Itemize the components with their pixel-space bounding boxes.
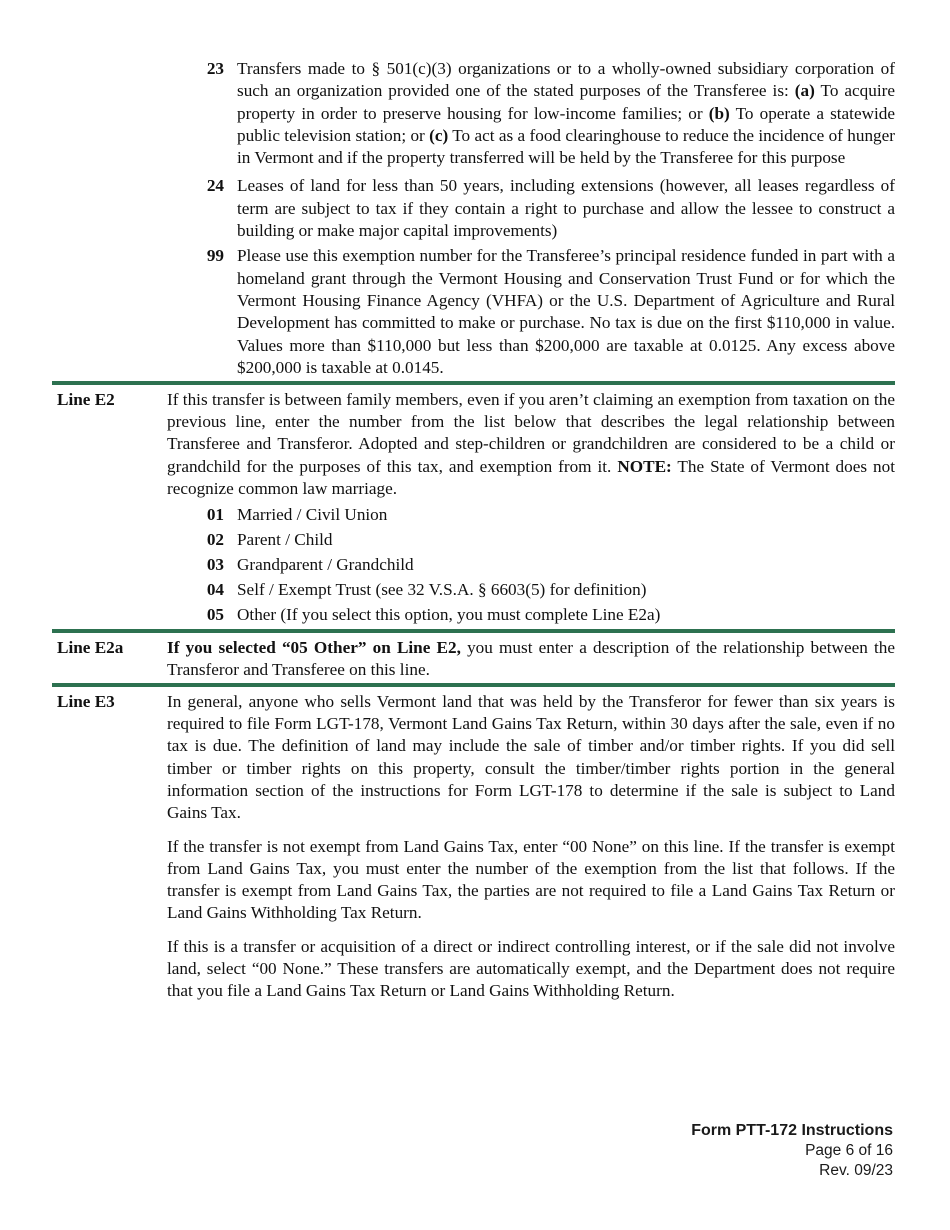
paragraph: If you selected “05 Other” on Line E2, you must enter a description of the relationship between the Transferor and Transferee on this line. <box>167 637 895 679</box>
line-label: Line E2a <box>57 637 124 657</box>
relationship-text: Other (If you select this option, you must complete Line E2a) <box>237 605 661 625</box>
exemption-text: Transfers made to § 501(c)(3) organizations or to a wholly-owned subsidiary corporation of such an organization provided one of the stated purposes of the Transferee is: (a) To acquire property in order to preserve housing for low-income families; or (b) To operate a statewide public television station; or (c) To act as a food clearinghouse to reduce the incidence of hunger in Vermont and if the property transferred will be held by the Transferee for this purpose <box>237 59 895 168</box>
section-divider <box>52 381 895 385</box>
footer-page-number: Page 6 of 16 <box>805 1142 893 1159</box>
paragraph: If this is a transfer or acquisition of a direct or indirect controlling interest, or if the sale did not involve land, select “00 None.” These transfers are automatically exempt, and the Department does not require that you file a Land Gains Tax Return or Land Gains Withholding Return. <box>167 936 895 1001</box>
relationship-number: 02 <box>206 530 224 550</box>
relationship-text: Married / Civil Union <box>237 505 388 525</box>
relationship-list <box>167 502 895 627</box>
list-item <box>167 602 895 627</box>
section-divider <box>52 629 895 633</box>
footer-revision: Rev. 09/23 <box>819 1162 893 1179</box>
relationship-number: 03 <box>206 555 224 575</box>
relationship-number: 05 <box>206 605 224 625</box>
footer-form-name: Form PTT-172 Instructions <box>691 1122 893 1139</box>
exemption-text: Please use this exemption number for the Transferee’s principal residence funded in part with a homeland grant through the Vermont Housing and Conservation Trust Fund or for which the Vermont Housing Finance Agency (VHFA) or the U.S. Department of Agriculture and Rural Development has committed to make or purchase. No tax is due on the first $110,000 in value. Values more than $110,000 but less than $200,000 are taxable at 0.0125. Any excess above $200,000 is taxable at 0.0145. <box>237 246 895 377</box>
section-body <box>167 691 895 1003</box>
list-item <box>167 552 895 577</box>
list-item <box>167 527 895 552</box>
paragraph: If this transfer is between family members, even if you aren’t claiming an exemption from taxation on the previous line, enter the number from the list below that describes the legal relationship between Transferee and Transferor. Adopted and step-children or grandchildren are considered to be a child or grandchild for the purposes of this tax, and exemption from it. NOTE: The State of Vermont does not recognize common law marriage. <box>167 389 895 498</box>
section-divider <box>52 683 895 687</box>
relationship-text: Self / Exempt Trust (see 32 V.S.A. § 6603(5) for definition) <box>237 580 647 600</box>
list-item <box>167 502 895 527</box>
relationship-text: Parent / Child <box>237 530 333 550</box>
list-item <box>167 577 895 602</box>
page-content <box>52 58 895 1003</box>
exemption-number: 99 <box>206 246 224 266</box>
relationship-number: 04 <box>206 580 224 600</box>
relationship-number: 01 <box>206 505 224 525</box>
line-label: Line E2 <box>57 389 115 409</box>
section-line-e2a <box>52 637 895 682</box>
paragraph: If the transfer is not exempt from Land Gains Tax, enter “00 None” on this line. If the transfer is exempt from Land Gains Tax, you must enter the number of the exemption from the list that follows. If the transfer is exempt from Land Gains Tax, the parties are not required to file a Land Gains Tax Return or Land Gains Withholding Tax Return. <box>167 836 895 923</box>
exemption-item-24 <box>167 175 895 242</box>
relationship-text: Grandparent / Grandchild <box>237 555 414 575</box>
section-line-e2 <box>52 389 895 627</box>
page-footer <box>691 1121 893 1181</box>
section-line-e3 <box>52 691 895 1003</box>
exemption-item-23 <box>167 58 895 169</box>
section-body <box>167 637 895 682</box>
exemption-item-99 <box>167 245 895 379</box>
section-body <box>167 389 895 627</box>
line-label: Line E3 <box>57 691 115 711</box>
exemption-number: 24 <box>206 176 224 196</box>
exemption-number: 23 <box>206 59 224 78</box>
paragraph: In general, anyone who sells Vermont land that was held by the Transferor for fewer than six years is required to file Form LGT-178, Vermont Land Gains Tax Return, within 30 days after the sale, even if no tax is due. The definition of land may include the sale of timber and/or timber rights. If you did sell timber or timber rights on this property, consult the timber/timber rights portion in the general information section of the instructions for Form LGT-178 to determine if the sale is subject to Land Gains Tax. <box>167 691 895 823</box>
exemption-text: Leases of land for less than 50 years, including extensions (however, all leases regardless of term are subject to tax if they contain a right to purchase and allow the lessee to construct a building or make major capital improvements) <box>237 176 895 241</box>
